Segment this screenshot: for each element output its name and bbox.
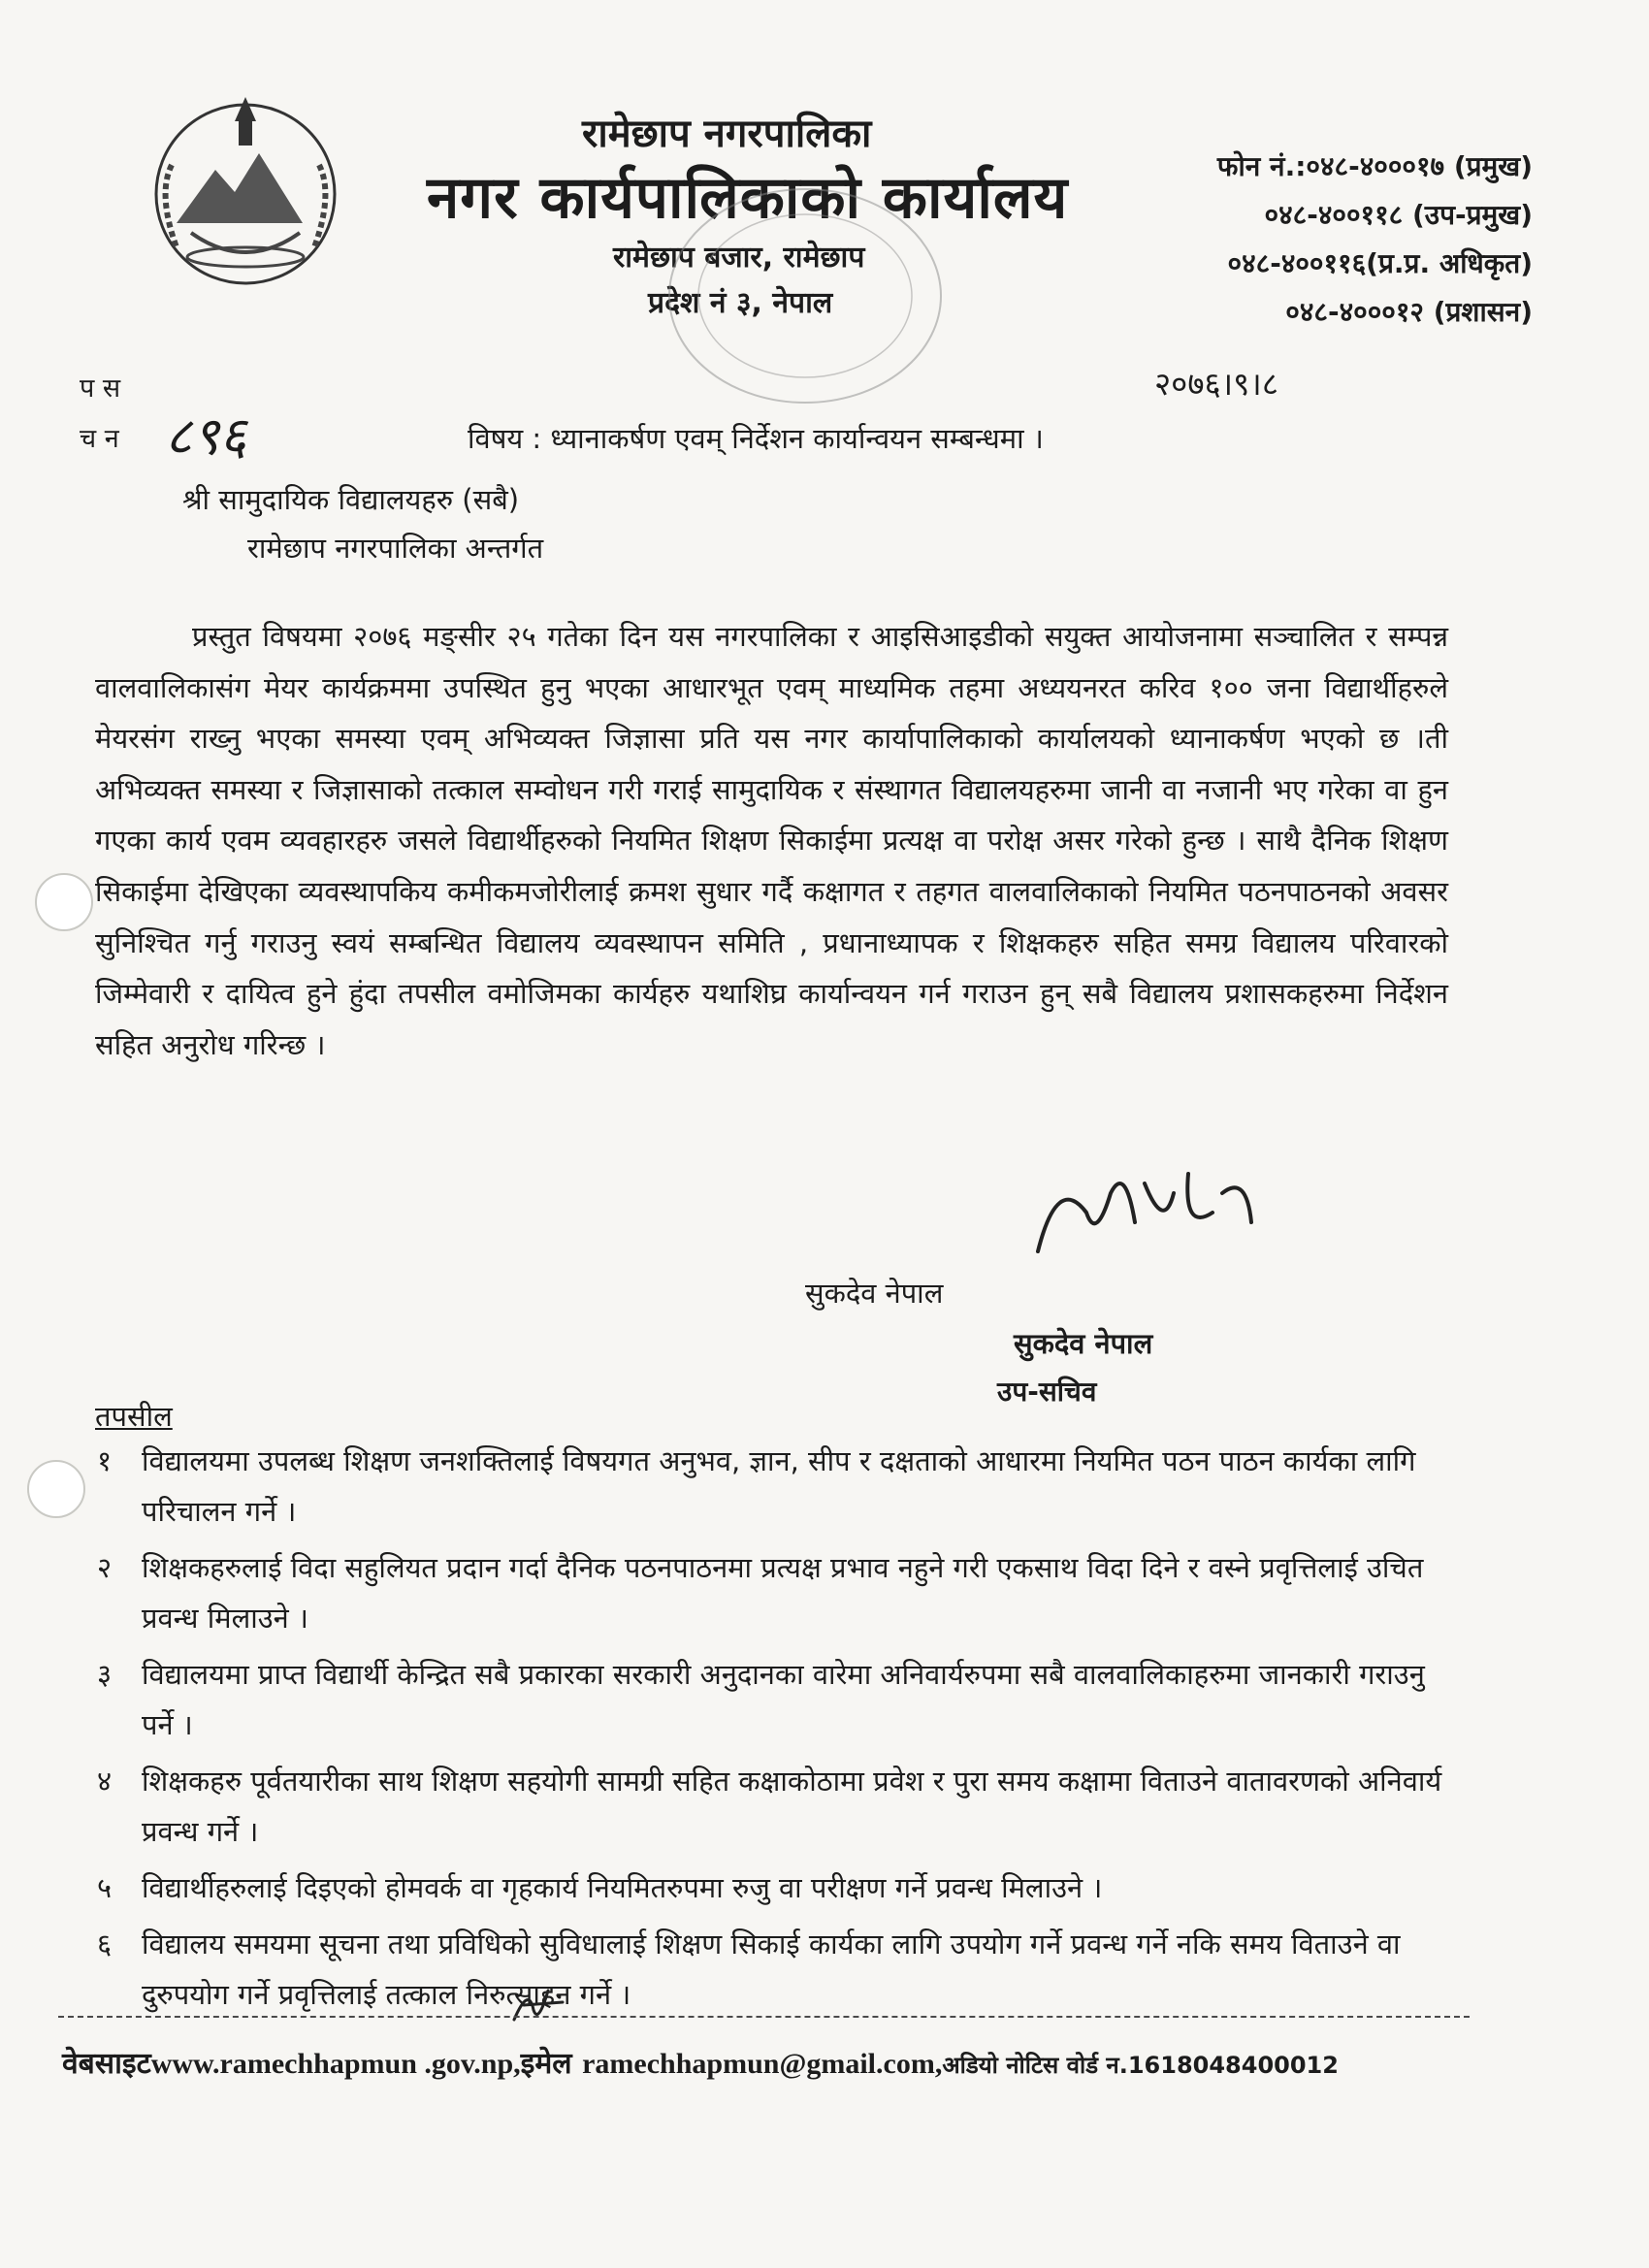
- annex-list: [95, 1436, 1453, 2025]
- phone-cao: ०४८-४००११६(प्र.प्र. अधिकृत): [1227, 247, 1533, 279]
- letter-date: २०७६।९।८: [1154, 365, 1278, 403]
- signatory-seal: सुकदेव नेपाल: [1014, 1327, 1153, 1360]
- recipient-line-1: श्री सामुदायिक विद्यालयहरु (सबै): [182, 483, 520, 516]
- list-item: [95, 1542, 1453, 1643]
- initials-signature-icon: [504, 1981, 572, 2029]
- letter-subject: विषय : ध्यानाकर्षण एवम् निर्देशन कार्यान्वयन सम्बन्धमा ।: [468, 422, 1044, 455]
- website-label: वेबसाइट: [62, 2047, 151, 2081]
- list-item: [95, 1863, 1453, 1913]
- email-label: इमेल: [520, 2047, 572, 2081]
- list-item-number: ५: [97, 1871, 113, 1904]
- list-item-text: विद्यार्थीहरुलाई दिइएको होमवर्क वा गृहकार्य नियमितरुपमा रुजु वा परीक्षण गर्ने प्रवन्ध मिलाउने ।: [142, 1871, 1103, 1904]
- signature-icon: [1018, 1154, 1271, 1280]
- list-item-text: विद्यालय समयमा सूचना तथा प्रविधिको सुविधालाई शिक्षण सिकाई कार्यका लागि उपयोग गर्ने प्रवन्ध गर्ने नकि समय विताउने वा दुरुपयोग गर्ने प्रवृत्तिलाई तत्काल निरुत्साहन गर्ने ।: [142, 1928, 1401, 2011]
- list-item-number: ६: [97, 1928, 113, 1960]
- office-stamp-icon: [660, 175, 951, 417]
- list-item: [95, 1919, 1453, 2020]
- nepal-emblem-icon: [138, 78, 353, 293]
- list-item-number: १: [97, 1444, 113, 1477]
- list-item-text: विद्यालयमा उपलब्ध शिक्षण जनशक्तिलाई विषयगत अनुभव, ज्ञान, सीप र दक्षताको आधारमा नियमित पठन पाठन कार्यका लागि परिचालन गर्ने ।: [142, 1444, 1416, 1528]
- phone-admin: ०४८-४०००१२ (प्रशासन): [1285, 296, 1533, 328]
- letter-body: प्रस्तुत विषयमा २०७६ मङ्सीर २५ गतेका दिन यस नगरपालिका र आइसिआइडीको सयुक्त आयोजनामा सञ्चालित र सम्पन्न वालवालिकासंग मेयर कार्यक्रममा उपस्थित हुनु भएका आधारभूत एवम् माध्यमिक तहमा अध्ययनरत करिव १०० जना विद्यार्थीहरुले मेयरसंग राख्नु भएका समस्या एवम् अभिव्यक्त जिज्ञासा प्रति यस नगर कार्यापालिकाको कार्यालयको ध्यानाकर्षण भएको छ ।ती अभिव्यक्त समस्या र जिज्ञासाको तत्काल सम्वोधन गरी गराई सामुदायिक र संस्थागत विद्यालयहरुमा जानी वा नजानी भए गरेका वा हुन गएका कार्य एवम व्यवहारहरु जसले विद्यार्थीहरुको नियमित शिक्षण सिकाईमा प्रत्यक्ष वा परोक्ष असर गरेको हुन्छ । साथै दैनिक शिक्षण सिकाईमा देखिएका व्यवस्थापकिय कमीकमजोरीलाई क्रमश सुधार गर्दै कक्षागत र तहगत वालवालिकाको नियमित पठनपाठनको अवसर सुनिश्चित गर्नु गराउनु स्वयं सम्बन्धित विद्यालय व्यवस्थापन समिति , प्रधानाध्यापक र शिक्षकहरु सहित समग्र विद्यालय परिवारको जिम्मेवारी र दायित्व हुने हुंदा तपसील वमोजिमका कार्यहरु यथाशिघ्र कार्यान्वयन गर्न गराउन हुन् सबै विद्यालय प्रशासकहरुमा निर्देशन सहित अनुरोध गरिन्छ ।: [95, 620, 1448, 1061]
- list-item-text: शिक्षकहरुलाई विदा सहुलियत प्रदान गर्दा दैनिक पठनपाठनमा प्रत्यक्ष प्रभाव नहुने गरी एकसाथ विदा दिने र वस्ने प्रवृत्तिलाई उचित प्रवन्ध मिलाउने ।: [142, 1551, 1424, 1635]
- chana-label: च न: [80, 424, 119, 454]
- punch-hole: [35, 873, 93, 931]
- signatory-title: उप-सचिव: [997, 1376, 1097, 1408]
- signatory-name: सुकदेव नेपाल: [805, 1277, 944, 1310]
- list-item-text: शिक्षकहरु पूर्वतयारीका साथ शिक्षण सहयोगी सामग्री सहित कक्षाकोठामा प्रवेश र पुरा समय कक्षामा विताउने वातावरणको अनिवार्य प्रवन्ध गर्ने ।: [142, 1765, 1442, 1848]
- annex-heading: तपसील: [95, 1400, 173, 1433]
- phone-deputy: ०४८-४००११८ (उप-प्रमुख): [1264, 199, 1533, 231]
- list-item-number: ३: [97, 1658, 113, 1691]
- office-province: प्रदेश नं ३, नेपाल: [648, 286, 833, 320]
- list-item: [95, 1436, 1453, 1537]
- footer-contact: [62, 2042, 1339, 2082]
- notice-board-label: अडियो नोटिस वोर्ड न.: [942, 2052, 1128, 2079]
- notice-board-number: 1618048400012: [1127, 2052, 1339, 2079]
- email-link[interactable]: ramechhapmun@gmail.com,: [582, 2048, 943, 2080]
- punch-hole: [27, 1460, 85, 1518]
- list-item-number: ४: [97, 1765, 113, 1798]
- phone-list: [1217, 147, 1533, 341]
- list-item-number: २: [97, 1551, 113, 1584]
- list-item-text: विद्यालयमा प्राप्त विद्यार्थी केन्द्रित सबै प्रकारका सरकारी अनुदानका वारेमा अनिवार्यरुपमा सबै वालवालिकाहरुमा जानकारी गराउनु पर्ने ।: [142, 1658, 1425, 1741]
- footer-divider: [58, 2016, 1470, 2018]
- pasa-label: प स: [80, 373, 121, 404]
- website-link[interactable]: www.ramechhapmun .gov.np,: [150, 2048, 521, 2080]
- office-address: रामेछाप बजार, रामेछाप: [613, 241, 865, 275]
- list-item: [95, 1756, 1453, 1857]
- municipality-name: रामेछाप नगरपालिका: [582, 112, 872, 156]
- recipient-line-2: रामेछाप नगरपालिका अन्तर्गत: [247, 532, 544, 565]
- list-item: [95, 1649, 1453, 1750]
- phone-chief: फोन नं.:०४८-४०००१७ (प्रमुख): [1216, 150, 1533, 182]
- dispatch-number: ८९६: [165, 405, 247, 467]
- office-name: नगर कार्यपालिकाको कार्यालय: [427, 164, 1069, 232]
